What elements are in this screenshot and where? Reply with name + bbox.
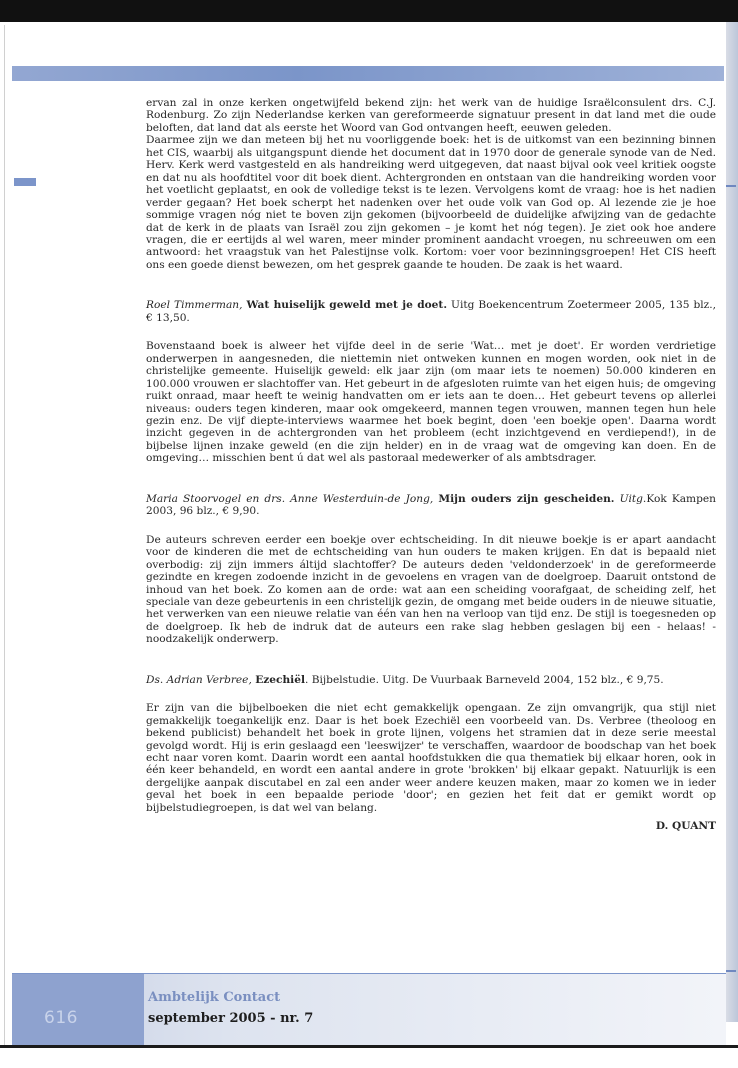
left-margin-line <box>4 25 5 1045</box>
page-number: 616 <box>44 1008 78 1028</box>
book-citation-3 <box>146 674 716 686</box>
book-review-1: Bovenstaand boek is alweer het vijfde deel in de serie 'Wat… met je doet'. Er worden verdrietige onderwerpen in aangesneden, die niettemin niet ontweken kunnen en mogen worden, ook niet in de christelijke gemeente. Huiselijk geweld: elk jaar zijn (om maar iets te noemen) 50.000 kinderen en 100.000 vrouwen er slachtoffer van. Het gebeurt in de afgesloten ruimte van het eigen huis; de omgeving ruikt onraad, maar heeft te weinig handvatten om er iets aan te doen… Het gebeurt tevens op allerlei niveaus: ouders tegen kinderen, maar ook omgekeerd, mannen tegen vrouwen, mannen tegen hun hele gezin enz. De vijf diepte-interviews waarmee het boek begint, doen 'een boekje open'. Daarna wordt inzicht gegeven in de achtergronden van het probleem (echt inzichtgevend en verdiepend!), in de bijbelse lijnen inzake geweld (en die zijn helder) en in de vraag wat de omgeving kan doen. En de omgeving… misschien bent ú dat wel als pastoraal medewerker of als ambtsdrager. <box>146 340 716 465</box>
book-review-2: De auteurs schreven eerder een boekje over echtscheiding. In dit nieuwe boekje is er apart aandacht voor de kinderen die met de echtscheiding van hun ouders te maken krijgen. En dat is bepaald niet overbodig: zij zijn immers áltijd slachtoffer? De auteurs deden 'veldonderzoek' in de gereformeerde gezindte en kregen zodoende inzicht in de gevoelens en vragen van de doelgroep. Daaruit ontstond de inhoud van het boek. Zo komen aan de orde: wat aan een scheiding voorafgaat, de scheiding zelf, het speciale van deze gebeurtenis in een christelijk gezin, de omgang met beide ouders in de nieuwe situatie, het verwerken van een nieuwe relatie van één van hen na verloop van tijd enz. De stijl is toegesneden op de doelgroep. Ik heb de indruk dat de auteurs een rake slag hebben geslagen bij een - helaas! - noodzakelijk onderwerp. <box>146 533 716 646</box>
book-title: Ezechiël <box>255 673 305 686</box>
intro-paragraph-2: Daarmee zijn we dan meteen bij het nu voorliggende boek: het is de uitkomst van een bezinning binnen het CIS, waarbij als uitgangspunt diende het document dat in 1970 door de generale synode van de Ned. Herv. Kerk werd vastgesteld en als handreiking werd uitgegeven, dat naast bijval ook veel kritiek oogste en dat nu als hoofdtitel voor dit boek dient. Achtergronden en ontstaan van die handreiking worden voor het voetlicht geplaatst, en ook de volledige tekst is te lezen. Vervolgens komt de vraag: hoe is het nadien verder gegaan? Het boek scherpt het nadenken over het oude volk van God op. Al lezende zie je hoe sommige vragen nóg niet te boven zijn gekomen (bijvoorbeeld de duidelijke afwijzing van de gedachte dat de kerk in de plaats van Israël zou zijn gekomen – je komt het nóg tegen). Je ziet ook hoe andere vragen, die er eertijds al wel waren, meer minder prominent aandacht vroegen, nu schreeuwen om een antwoord: het vraagstuk van het Palestijnse volk. Kortom: voer voor bezinningsgroepen! Het CIS heeft ons een goede dienst bewezen, om het gesprek gaande te houden. De zaak is het waard. <box>146 134 716 271</box>
side-marker <box>14 178 36 186</box>
book-author: Ds. Adrian Verbree, <box>146 673 252 686</box>
page-top-border <box>0 0 738 22</box>
book-title: Wat huiselijk geweld met je doet. <box>246 299 448 312</box>
book-author: Maria Stoorvogel en drs. Anne Westerduin-de Jong, <box>146 492 434 505</box>
edge-tick <box>726 185 736 187</box>
book-details: Uitg Boekencentrum Zoetermeer 2005, 135 blz., € 13,50. <box>146 299 716 324</box>
author-signature: D. QUANT <box>655 820 716 833</box>
book-review-3: Er zijn van die bijbelboeken die niet echt gemakkelijk opengaan. Ze zijn omvangrijk, qua stijl niet gemakkelijk toegankelijk enz. Daar is het boek Ezechiël een voorbeeld van. Ds. Verbree (theoloog en bekend publicist) behandelt het boek in grote lijnen, volgens het stramien dat in deze serie meestal gevolgd wordt. Hij is erin geslaagd een 'leeswijzer' te verschaffen, waardoor de boodschap van het boek echt naar voren komt. Daarin wordt een aantal hoofdstukken die qua thematiek bij elkaar horen, ook in één keer behandeld, en wordt een aantal andere in grote 'brokken' bij elkaar gepakt. Natuurlijk is een dergelijke aanpak discutabel en zal een ander weer andere keuzen maken, maar zo komen we in ieder geval het boek in een bepaalde periode 'door'; en gezien het feit dat er gemikt wordt op bijbelstudiegroepen, is dat wel van belang. <box>146 702 716 814</box>
book-citation-2 <box>146 493 716 518</box>
book-details: Kok Kampen 2003, 96 blz., € 9,90. <box>146 492 716 518</box>
header-color-band <box>12 66 724 81</box>
book-citation-1 <box>146 299 716 324</box>
magazine-title: Ambtelijk Contact <box>148 990 281 1005</box>
issue-label: september 2005 - nr. 7 <box>148 1011 314 1026</box>
book-title: Mijn ouders zijn gescheiden. <box>438 492 615 505</box>
intro-paragraph: ervan zal in onze kerken ongetwijfeld bekend zijn: het werk van de huidige Israëlconsulent drs. C.J. Rodenburg. Zo zijn Nederlandse kerken van gereformeerde signatuur present in dat land met die oude beloften, dat land dat als eerste het Woord van God ontvangen heeft, eeuwen geleden. <box>146 97 716 134</box>
book-details: . Bijbelstudie. Uitg. De Vuurbaak Barneveld 2004, 152 blz., € 9,75. <box>304 673 664 686</box>
edge-tick <box>726 970 736 972</box>
page-bottom-border <box>0 1045 738 1068</box>
book-details-italic: Uitg. <box>619 492 647 505</box>
book-author: Roel Timmerman, <box>146 299 243 312</box>
page-right-edge <box>726 22 738 1022</box>
article-body <box>146 97 716 832</box>
